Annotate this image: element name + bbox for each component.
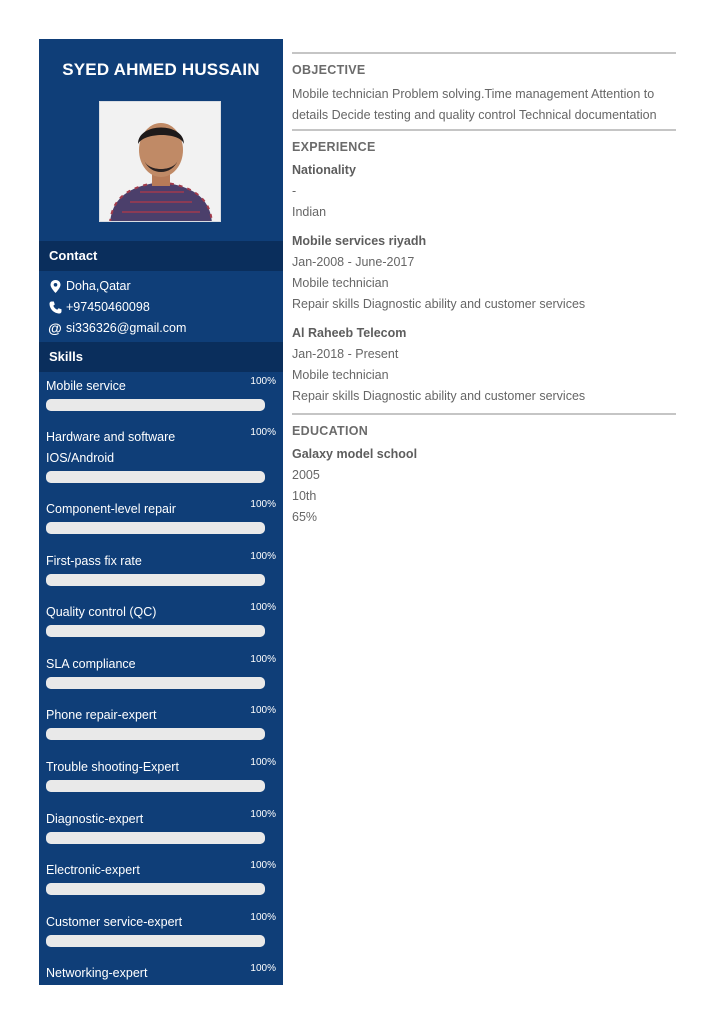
email-text[interactable]: si336326@gmail.com xyxy=(66,321,187,335)
skill-percent: 100% xyxy=(250,551,276,562)
skill-label: Electronic-expert xyxy=(46,863,140,877)
phone-text[interactable]: +97450460098 xyxy=(66,300,150,314)
skill-percent: 100% xyxy=(250,427,276,438)
job-description: Repair skills Diagnostic ability and customer services xyxy=(292,297,586,311)
skill-label: SLA compliance xyxy=(46,657,136,671)
skill-percent: 100% xyxy=(250,602,276,613)
school-name: Galaxy model school xyxy=(292,447,418,461)
skill-progress-bar xyxy=(46,522,265,534)
skill-progress-bar xyxy=(46,780,265,792)
section-divider xyxy=(292,129,676,131)
skill-item xyxy=(46,654,276,689)
skill-progress-bar xyxy=(46,728,265,740)
skill-label: Component-level repair xyxy=(46,502,176,516)
skill-label: Customer service-expert xyxy=(46,915,183,929)
skill-progress-bar xyxy=(46,935,265,947)
education-heading: EDUCATION xyxy=(292,424,369,438)
job-dates: Jan-2008 - June-2017 xyxy=(292,255,415,269)
job-description: Repair skills Diagnostic ability and customer services xyxy=(292,389,586,403)
skill-label: Diagnostic-expert xyxy=(46,812,144,826)
skill-progress-bar xyxy=(46,883,265,895)
email-line xyxy=(48,319,186,337)
location-text: Doha,Qatar xyxy=(66,279,131,293)
education-grade: 10th xyxy=(292,489,317,503)
skill-label: Trouble shooting-Expert xyxy=(46,760,179,774)
skill-item xyxy=(46,963,276,985)
section-divider xyxy=(292,52,676,54)
skill-label: Hardware and software IOS/Android xyxy=(46,430,176,465)
nationality-dash: - xyxy=(292,184,297,198)
nationality-label: Nationality xyxy=(292,163,356,177)
skill-progress-fill xyxy=(46,728,265,740)
at-sign-icon: @ xyxy=(48,320,62,336)
skill-label: Quality control (QC) xyxy=(46,605,157,619)
location-line xyxy=(48,277,131,295)
contact-heading: Contact xyxy=(39,241,283,271)
skill-progress-bar xyxy=(46,832,265,844)
skill-percent: 100% xyxy=(250,809,276,820)
skill-progress-fill xyxy=(46,574,265,586)
experience-heading: EXPERIENCE xyxy=(292,140,376,154)
education-year: 2005 xyxy=(292,468,320,482)
skill-progress-fill xyxy=(46,780,265,792)
skill-item xyxy=(46,809,276,844)
skill-label: First-pass fix rate xyxy=(46,554,142,568)
skill-label: Phone repair-expert xyxy=(46,708,157,722)
skill-progress-fill xyxy=(46,625,265,637)
skill-label: Mobile service xyxy=(46,379,126,393)
objective-heading: OBJECTIVE xyxy=(292,63,366,77)
skill-item xyxy=(46,376,276,411)
nationality-value: Indian xyxy=(292,205,327,219)
skill-percent: 100% xyxy=(250,705,276,716)
profile-photo xyxy=(99,101,221,222)
skill-percent: 100% xyxy=(250,963,276,974)
skill-percent: 100% xyxy=(250,860,276,871)
skill-percent: 100% xyxy=(250,499,276,510)
main-content xyxy=(292,52,676,528)
candidate-name: SYED AHMED HUSSAIN xyxy=(62,60,260,79)
skill-progress-fill xyxy=(46,522,265,534)
section-divider xyxy=(292,413,676,415)
job-role: Mobile technician xyxy=(292,368,389,382)
skill-progress-bar xyxy=(46,625,265,637)
skill-progress-bar xyxy=(46,471,265,483)
skill-progress-fill xyxy=(46,471,265,483)
job-company: Mobile services riyadh xyxy=(292,234,427,248)
skill-progress-fill xyxy=(46,832,265,844)
job-dates: Jan-2018 - Present xyxy=(292,347,399,361)
skill-item xyxy=(46,602,276,637)
phone-icon xyxy=(48,300,62,314)
objective-text: Mobile technician Problem solving.Time management Attention to details Decide testing and quality control Technical documentation xyxy=(292,87,657,122)
map-pin-icon xyxy=(48,279,62,293)
skill-label: Networking-expert xyxy=(46,966,148,980)
job-role: Mobile technician xyxy=(292,276,389,290)
skill-progress-fill xyxy=(46,883,265,895)
skill-progress-fill xyxy=(46,935,265,947)
skill-progress-fill xyxy=(46,399,265,411)
skill-percent: 100% xyxy=(250,376,276,387)
skill-item xyxy=(46,757,276,792)
skill-percent: 100% xyxy=(250,912,276,923)
skill-progress-fill xyxy=(46,677,265,689)
skill-item xyxy=(46,551,276,586)
skill-item xyxy=(46,427,276,483)
education-score: 65% xyxy=(292,510,318,524)
skill-percent: 100% xyxy=(250,654,276,665)
skill-item xyxy=(46,860,276,895)
skill-item xyxy=(46,705,276,740)
phone-line xyxy=(48,298,150,316)
sidebar xyxy=(39,39,283,985)
skill-item xyxy=(46,912,276,947)
skills-heading: Skills xyxy=(39,342,283,372)
skill-item xyxy=(46,499,276,534)
skill-progress-bar xyxy=(46,677,265,689)
skill-progress-bar xyxy=(46,399,265,411)
skill-progress-bar xyxy=(46,574,265,586)
skill-percent: 100% xyxy=(250,757,276,768)
job-company: Al Raheeb Telecom xyxy=(292,326,407,340)
